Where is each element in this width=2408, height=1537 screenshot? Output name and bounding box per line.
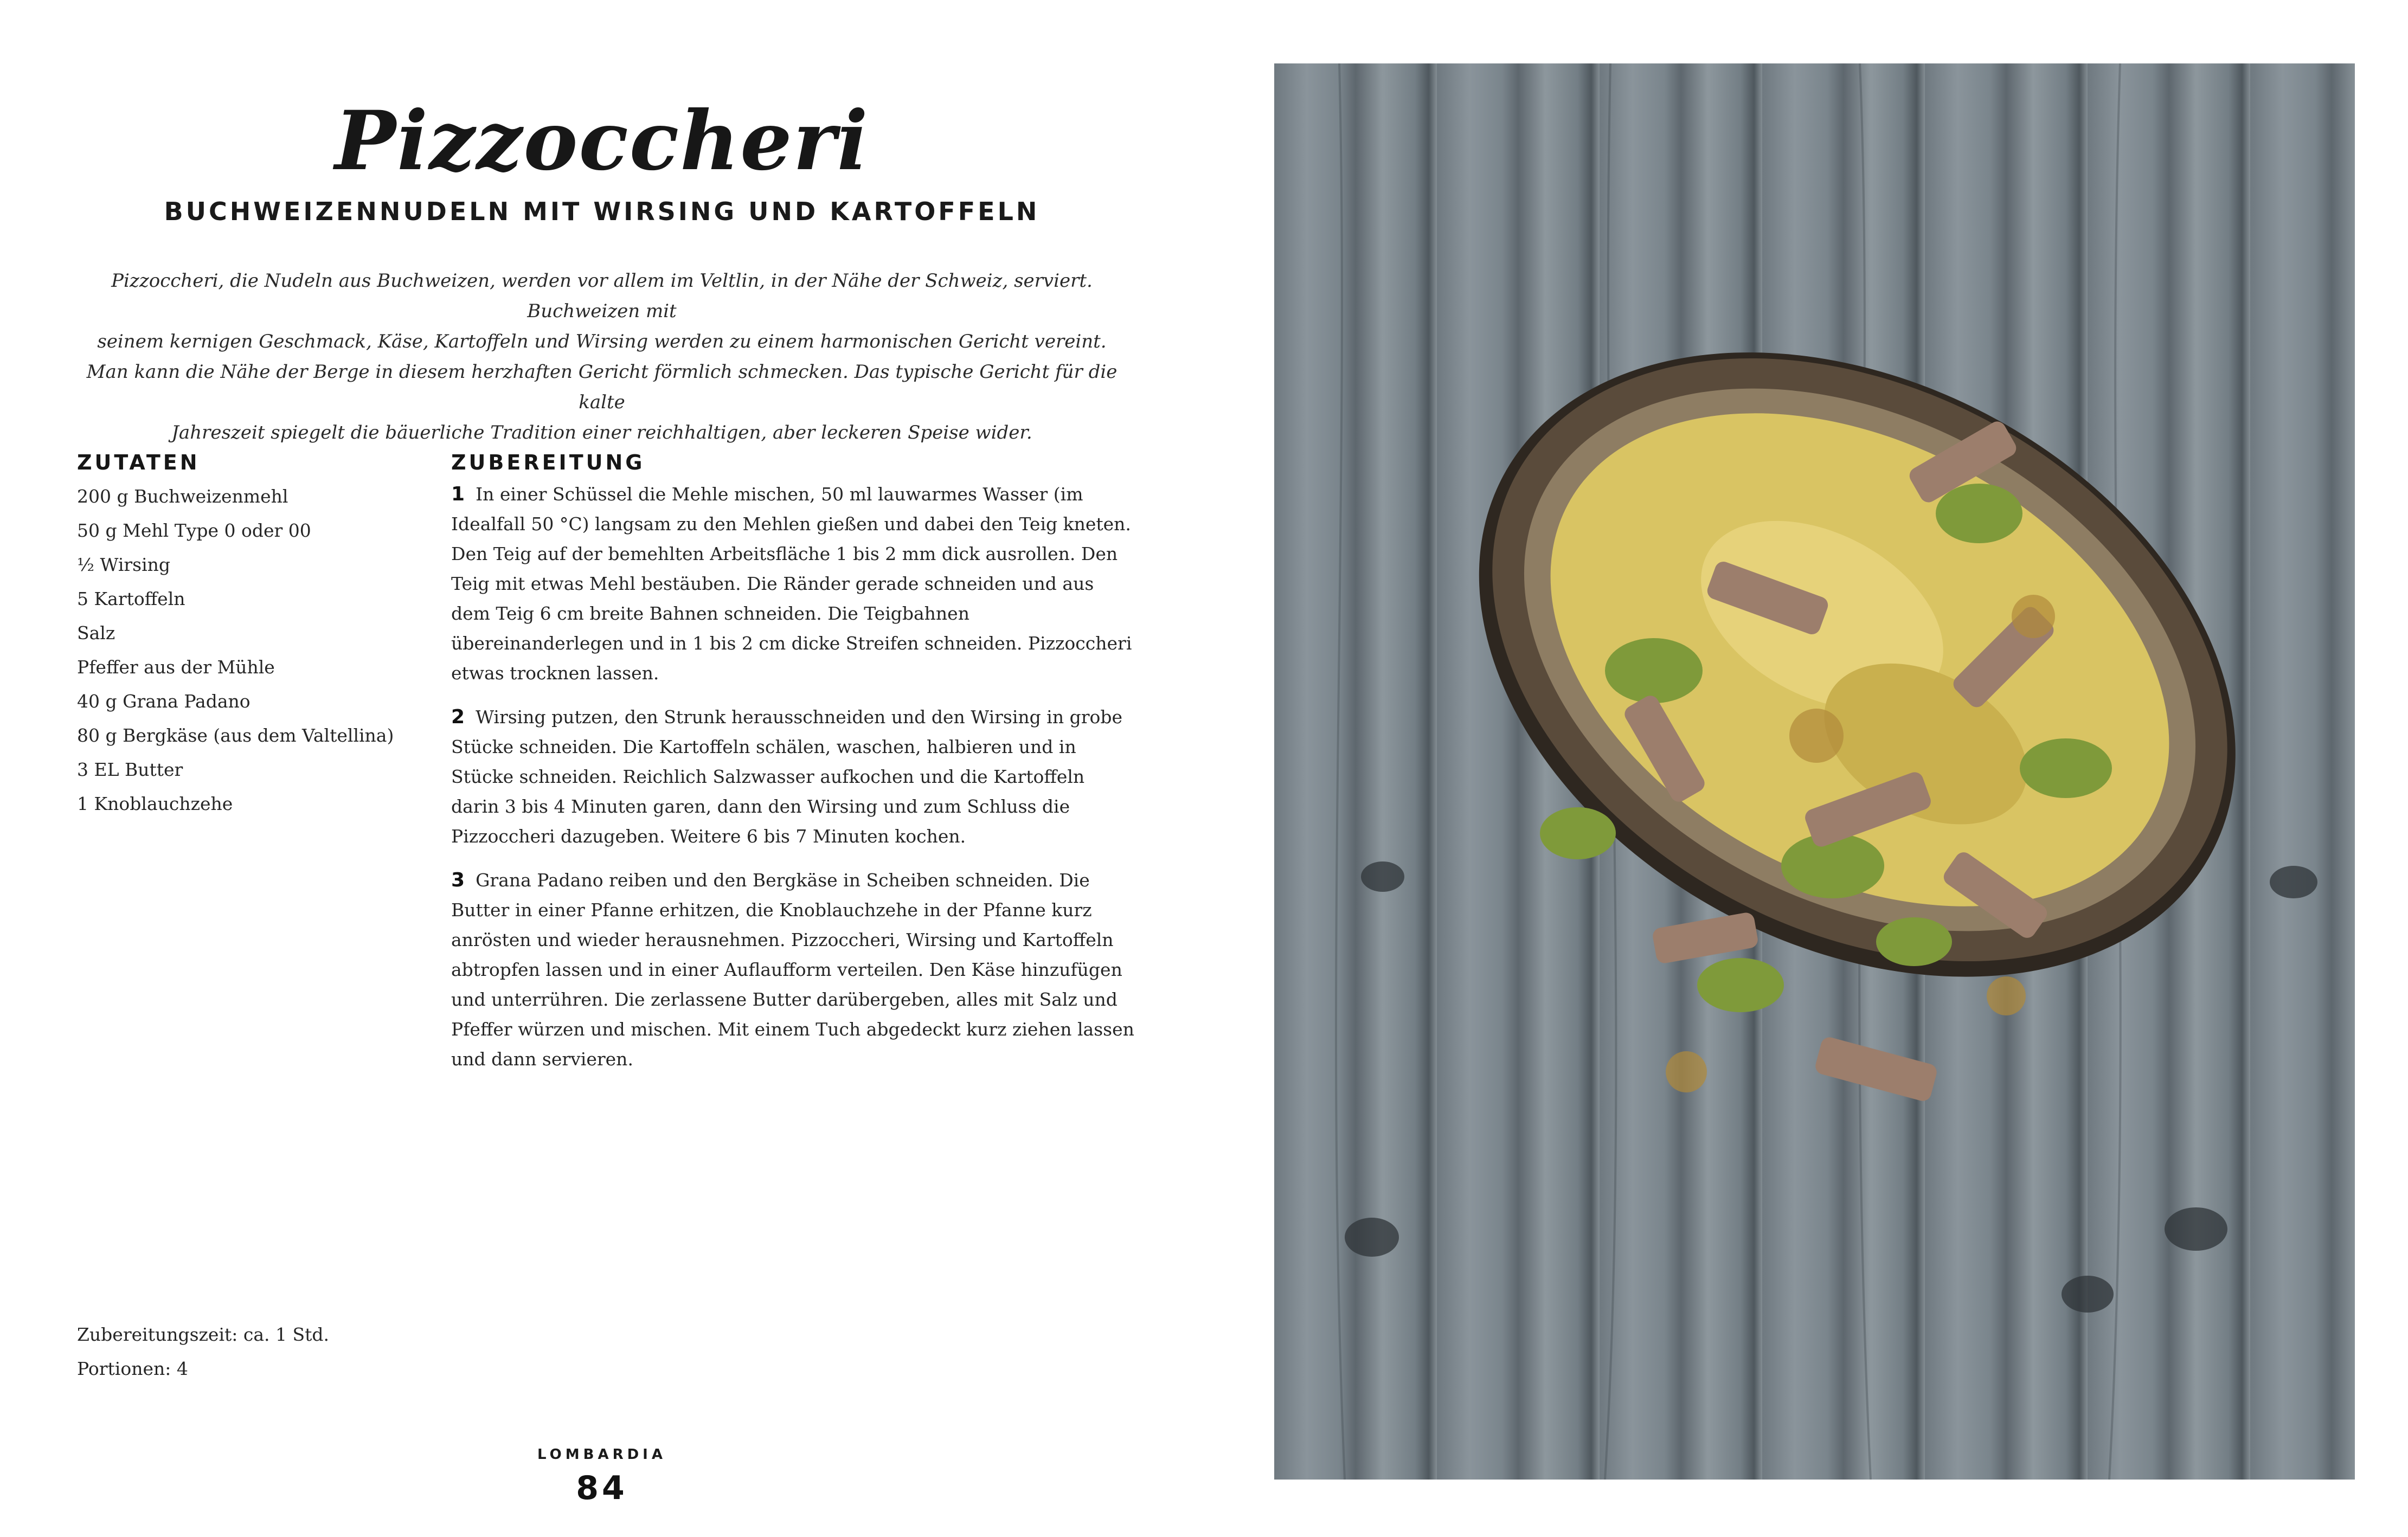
recipe-meta <box>77 1317 457 1386</box>
ingredient-item: Pfeffer aus der Mühle <box>77 657 275 678</box>
ingredient-item: 40 g Grana Padano <box>77 691 251 712</box>
preparation-step <box>451 702 1134 851</box>
ingredient-item: 50 g Mehl Type 0 oder 00 <box>77 520 311 541</box>
recipe-title: Pizzoccheri <box>335 93 869 189</box>
ingredient-item: 80 g Bergkäse (aus dem Valtellina) <box>77 725 394 746</box>
recipe-intro <box>76 266 1128 448</box>
preparation-section <box>451 449 1134 1088</box>
preparation-step <box>451 865 1134 1074</box>
dish-illustration <box>1274 63 2355 1480</box>
intro-line: Man kann die Nähe der Berge in diesem herzhaften Gericht förmlich schmecken. Das typische Gericht für die kalte <box>86 361 1118 413</box>
step-text: In einer Schüssel die Mehle mischen, 50 ml lauwarmes Wasser (im Idealfall 50 °C) langsam zu den Mehlen gießen und dabei den Teig kneten. Den Teig auf der bemehlten Arbeitsfläche 1 bis 2 mm dick ausrollen. Den Teig mit etwas Mehl bestäuben. Die Ränder gerade schneiden und aus dem Teig 6 cm breite Bahnen schneiden. Die Teigbahnen übereinanderlegen und in 1 bis 2 cm dicke Streifen schneiden. Pizzoccheri etwas trocknen lassen. <box>451 484 1132 684</box>
ingredient-item: ½ Wirsing <box>77 554 171 575</box>
dish-photo <box>1274 63 2355 1480</box>
preparation-heading: ZUBEREITUNG <box>451 451 645 474</box>
ingredient-item: Salz <box>77 622 115 644</box>
prep-time: Zubereitungszeit: ca. 1 Std. <box>77 1324 329 1345</box>
region-label: LOMBARDIA <box>537 1446 666 1463</box>
ingredient-item: 3 EL Butter <box>77 759 183 780</box>
intro-line: seinem kernigen Geschmack, Käse, Kartoffeln und Wirsing werden zu einem harmonischen Gericht vereint. <box>97 331 1107 352</box>
recipe-subtitle: BUCHWEIZENNUDELN MIT WIRSING UND KARTOFFELN <box>164 197 1040 226</box>
ingredients-list <box>77 479 424 821</box>
baking-dish <box>1371 227 2344 1102</box>
intro-line: Jahreszeit spiegelt die bäuerliche Tradition einer reichhaltigen, aber leckeren Speise wider. <box>171 422 1032 443</box>
ingredient-item: 200 g Buchweizenmehl <box>77 486 288 507</box>
ingredient-item: 5 Kartoffeln <box>77 588 185 609</box>
step-text: Wirsing putzen, den Strunk herausschneiden und den Wirsing in grobe Stücke schneiden. Die Kartoffeln schälen, waschen, halbieren und in Stücke schneiden. Reichlich Salzwasser aufkochen und die Kartoffeln darin 3 bis 4 Minuten garen, dann den Wirsing und zum Schluss die Pizzoccheri dazugeben. Weitere 6 bis 7 Minuten kochen. <box>451 706 1122 847</box>
step-text: Grana Padano reiben und den Bergkäse in Scheiben schneiden. Die Butter in einer Pfanne erhitzen, die Knoblauchzehe in der Pfanne kurz anrösten und wieder herausnehmen. Pizzoccheri, Wirsing und Kartoffeln abtropfen lassen und in einer Auflaufform verteilen. Den Käse hinzufügen und unterrühren. Die zerlassene Butter darübergeben, alles mit Salz und Pfeffer würzen und mischen. Mit einem Tuch abgedeckt kurz ziehen lassen und dann servieren. <box>451 870 1134 1070</box>
preparation-step <box>451 479 1134 688</box>
ingredients-heading: ZUTATEN <box>77 451 200 474</box>
ingredients-section <box>77 449 424 821</box>
step-number: 3 <box>451 869 465 891</box>
intro-line: Pizzoccheri, die Nudeln aus Buchweizen, werden vor allem im Veltlin, in der Nähe der Schweiz, serviert. Buchweizen mit <box>111 270 1093 322</box>
servings: Portionen: 4 <box>77 1358 188 1379</box>
step-number: 2 <box>451 706 465 728</box>
page-number: 84 <box>576 1469 628 1507</box>
step-number: 1 <box>451 483 465 505</box>
ingredient-item: 1 Knoblauchzehe <box>77 793 233 814</box>
